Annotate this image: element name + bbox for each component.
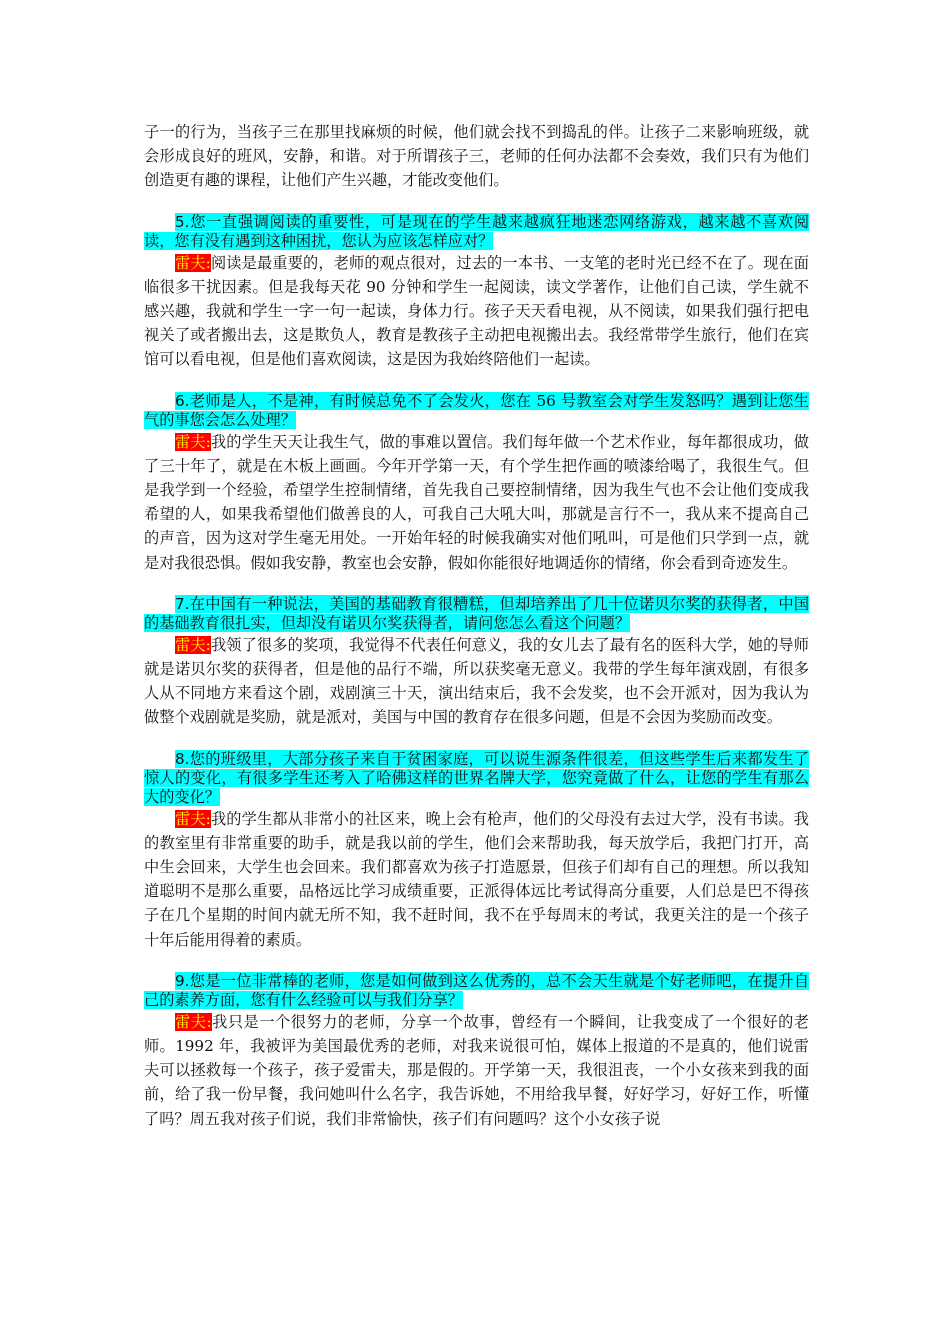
question-number: 5. — [175, 212, 190, 231]
question-text: 在中国有一种说法，美国的基础教育很糟糕，但却培养出了几十位诺贝尔奖的获得者，中国的基础教育很扎实，但却没有诺贝尔奖获得者，请问您怎么看这个问题？ — [144, 594, 809, 632]
question-5 — [144, 213, 809, 251]
answer-8 — [144, 807, 809, 952]
intro-paragraph: 子一的行为，当孩子三在那里找麻烦的时候，他们就会找不到捣乱的伴。让孩子二来影响班级，就会形成良好的班风，安静，和谐。对于所谓孩子三，老师的任何办法都不会奏效，我们只有为他们创造更有趣的课程，让他们产生兴趣，才能改变他们。 — [144, 123, 809, 190]
question-number: 7. — [175, 594, 190, 613]
answer-text: 我领了很多的奖项，我觉得不代表任何意义，我的女儿去了最有名的医科大学，她的导师就是诺贝尔奖的获得者，但是他的品行不端，所以获奖毫无意义。我带的学生每年演戏剧，有很多人从不同地方来看这个剧，戏剧演三十天，演出结束后，我不会发奖，也不会开派对，因为我认为做整个戏剧就是奖励，就是派对，美国与中国的教育存在很多问题，但是不会因为奖励而改变。 — [144, 635, 809, 727]
document-body — [144, 120, 809, 1131]
question-text: 您一直强调阅读的重要性，可是现在的学生越来越疯狂地迷恋网络游戏，越来越不喜欢阅读，您有没有遇到这种困扰，您认为应该怎样应对？ — [144, 212, 809, 250]
speaker-label: 雷夫: — [175, 432, 211, 451]
question-highlight — [144, 972, 809, 1009]
speaker-label: 雷夫: — [175, 635, 211, 654]
answer-text: 我只是一个很努力的老师，分享一个故事，曾经有一个瞬间，让我变成了一个很好的老师。1992 年，我被评为美国最优秀的老师，对我来说很可怕，媒体上报道的不是真的，他们说雷夫可以拯救每一个孩子，孩子爱雷夫，那是假的。开学第一天，我很沮丧，一个小女孩来到我的面前，给了我一份早餐，我问她叫什么名字，我告诉她，不用给我早餐，好好学习，好好工作，听懂了吗？周五我对孩子们说，我们非常愉快，孩子们有问题吗？这个小女孩子说 — [144, 1012, 809, 1128]
speaker-label: 雷夫: — [175, 253, 211, 272]
speaker-label: 雷夫: — [175, 809, 211, 828]
question-number: 6. — [175, 391, 190, 410]
question-6 — [144, 392, 809, 430]
answer-text: 我的学生天天让我生气，做的事难以置信。我们每年做一个艺术作业，每年都很成功，做了三十年了，就是在木板上画画。今年开学第一天，有个学生把作画的喷漆给喝了，我很生气。但是我学到一个经验，希望学生控制情绪，首先我自己要控制情绪，因为我生气也不会让他们变成我希望的人，如果我希望他们做善良的人，可我自己大吼大叫，那就是言行不一，我从来不提高自己的声音，因为这对学生毫无用处。一开始年轻的时候我确实对他们吼叫，可是他们只学到一点，就是对我很恐惧。假如我安静，教室也会安静，假如你能很好地调适你的情绪，你会看到奇迹发生。 — [144, 432, 809, 572]
question-7 — [144, 595, 809, 633]
question-highlight — [144, 213, 809, 250]
paragraph-gap — [144, 372, 809, 392]
speaker-label: 雷夫: — [175, 1012, 212, 1031]
question-highlight — [144, 750, 809, 806]
question-number: 8. — [175, 749, 190, 768]
answer-text: 阅读是最重要的，老师的观点很对，过去的一本书、一支笔的老时光已经不在了。现在面临很多干扰因素。但是我每天花 90 分钟和学生一起阅读，读文学著作，让他们自己读，学生就不感兴趣，我就和学生一字一句一起读，身体力行。孩子天天看电视，从不阅读，如果我们强行把电视关了或者搬出去，这是欺负人，教育是教孩子主动把电视搬出去。我经常带学生旅行，他们在宾馆可以看电视，但是他们喜欢阅读，这是因为我始终陪他们一起读。 — [144, 253, 809, 369]
question-highlight — [144, 392, 809, 429]
paragraph-gap — [144, 730, 809, 750]
question-number: 9. — [175, 971, 190, 990]
question-text: 您的班级里，大部分孩子来自于贫困家庭，可以说生源条件很差，但这些学生后来都发生了惊人的变化，有很多学生还考入了哈佛这样的世界名牌大学，您究竟做了什么，让您的学生有那么大的变化？ — [144, 749, 809, 806]
answer-6 — [144, 430, 809, 575]
paragraph-gap — [144, 952, 809, 972]
question-9 — [144, 972, 809, 1010]
answer-text: 我的学生都从非常小的社区来，晚上会有枪声，他们的父母没有去过大学，没有书读。我的教室里有非常重要的助手，就是我以前的学生，他们会来帮助我，每天放学后，我把门打开，高中生会回来，大学生也会回来。我们都喜欢为孩子打造愿景，但孩子们却有自己的理想。所以我知道聪明不是那么重要，品格远比学习成绩重要，正派得体远比考试得高分重要，人们总是巴不得孩子在几个星期的时间内就无所不知，我不赶时间，我不在乎每周末的考试，我更关注的是一个孩子十年后能用得着的素质。 — [144, 809, 809, 949]
paragraph-gap — [144, 193, 809, 213]
question-text: 您是一位非常棒的老师，您是如何做到这么优秀的，总不会天生就是个好老师吧，在提升自己的素养方面，您有什么经验可以与我们分享？ — [144, 971, 809, 1009]
answer-7 — [144, 633, 809, 730]
question-8 — [144, 750, 809, 807]
question-highlight — [144, 595, 809, 632]
question-text: 老师是人，不是神，有时候总免不了会发火，您在 56 号教室会对学生发怒吗？遇到让您生气的事您会怎么处理？ — [144, 391, 809, 429]
answer-9 — [144, 1010, 809, 1131]
answer-5 — [144, 251, 809, 372]
paragraph-gap — [144, 575, 809, 595]
